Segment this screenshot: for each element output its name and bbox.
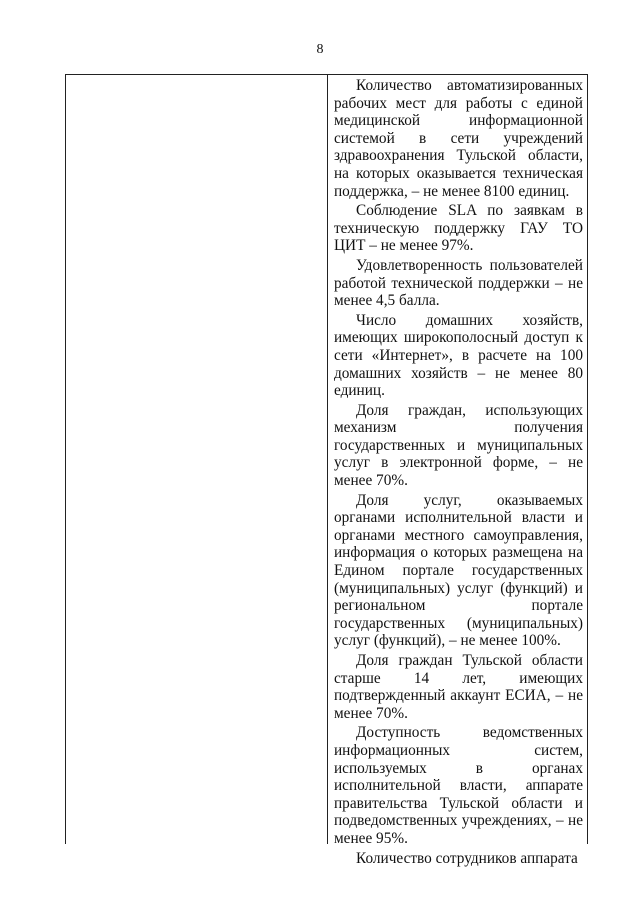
paragraph-staff-count: Количество сотрудников аппарата — [356, 849, 578, 867]
page-number: 8 — [316, 42, 324, 57]
paragraph-sla-compliance: Соблюдение SLA по заявкам в техническую поддержку ГАУ ТО ЦИТ – не менее 97%. — [334, 202, 583, 255]
paragraph-workstations-count: Количество автоматизированных рабочих мест для работы с единой медицинской информационной системой в сети учреждений здравоохранения Тульской области, на которых оказывается техническая поддержка, – не менее 8100 единиц. — [334, 77, 583, 200]
paragraph-services-on-portal: Доля услуг, оказываемых органами исполнительной власти и органами местного самоуправления, информация о которых размещена на Едином портале государственных (муниципальных) услуг (функций) и региональном портале государственных (муниципальных) услуг (функций), – не менее 100%. — [334, 491, 583, 650]
paragraph-broadband-households: Число домашних хозяйств, имеющих широкополосный доступ к сети «Интернет», в расчете на 100 домашних хозяйств – не менее 80 единиц. — [334, 311, 583, 400]
table-left-column — [66, 75, 328, 844]
paragraph-esia-accounts: Доля граждан Тульской области старше 14 лет, имеющих подтвержденный аккаунт ЕСИА, – не менее 70%. — [334, 652, 583, 722]
indicators-table — [65, 74, 588, 867]
paragraph-e-services-citizens: Доля граждан, использующих механизм получения государственных и муниципальных услуг в электронной форме, – не менее 70%. — [334, 401, 583, 490]
paragraph-systems-availability: Доступность ведомственных информационных систем, используемых в органах исполнительной власти, аппарате правительства Тульской области и подведомственных учреждениях, – не менее 95%. — [334, 724, 583, 847]
paragraph-user-satisfaction: Удовлетворенность пользователей работой технической поддержки – не менее 4,5 балла. — [334, 256, 583, 310]
table-right-column — [328, 75, 587, 867]
